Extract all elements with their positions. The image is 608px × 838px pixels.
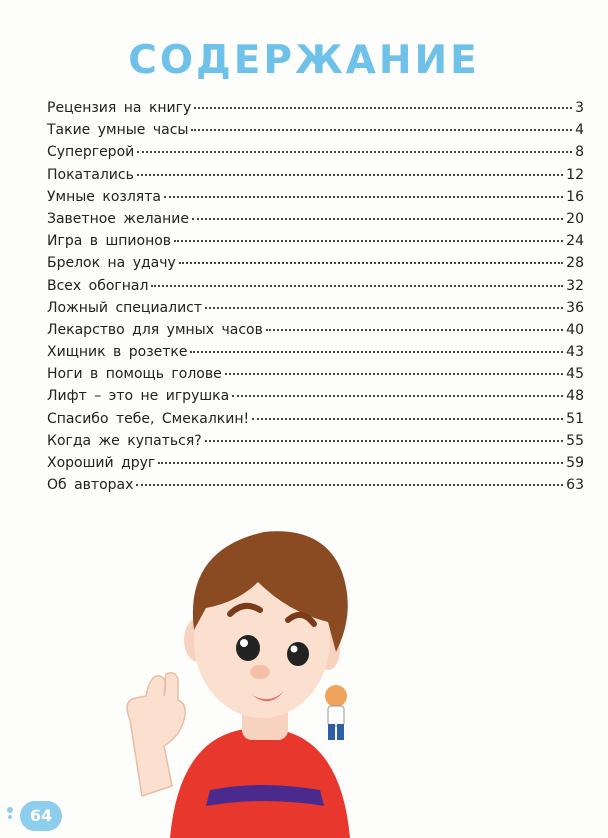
dot-leader: [158, 462, 563, 464]
dot-leader: [164, 196, 563, 198]
toc-entry: [47, 341, 584, 363]
dot-leader: [194, 107, 572, 109]
toc-entry-page: 20: [566, 210, 584, 227]
dot-leader: [179, 262, 563, 264]
toc-entry: [47, 275, 584, 297]
dot-leader: [174, 240, 563, 242]
toc-entry-title: Рецензия на книгу: [47, 100, 192, 116]
toc-entry-title: Такие умные часы: [47, 122, 189, 139]
toc-entry-title: Когда же купаться?: [47, 432, 202, 449]
toc-entry-page: 12: [566, 166, 584, 183]
page-title: СОДЕРЖАНИЕ: [128, 38, 480, 83]
toc-entry-page: 3: [575, 100, 584, 116]
toc-entry-page: 28: [566, 255, 584, 272]
toc-entry: [47, 119, 584, 141]
toc-entry-page: 16: [566, 188, 584, 205]
toc-entry-page: 48: [566, 388, 584, 405]
dot-leader: [151, 285, 563, 287]
toc-entry-page: 36: [566, 299, 584, 316]
dot-leader: [191, 129, 572, 131]
toc-entry-page: 59: [566, 455, 584, 471]
toc-entry-title: Супергерой: [47, 144, 135, 161]
toc-entry-title: Всех обогнал: [47, 277, 149, 294]
toc-entry-title: Спасибо тебе, Смекалкин!: [47, 410, 250, 427]
toc-entry: [47, 452, 584, 474]
toc-entry: [47, 230, 584, 252]
toc-entry: [47, 408, 584, 430]
toc-entry-page: 32: [566, 277, 584, 294]
toc-entry: [47, 97, 584, 119]
page-badge-decoration: [6, 805, 20, 824]
dot-leader: [252, 418, 563, 420]
toc-entry-title: Хищник в розетке: [47, 344, 188, 361]
dot-leader: [136, 484, 563, 486]
toc-entry-page: 40: [566, 321, 584, 338]
dot-leader: [137, 174, 563, 176]
toc-entry: [47, 363, 584, 385]
toc-entry-title: Заветное желание: [47, 210, 189, 227]
toc-entry: [47, 385, 584, 407]
toc-entry-page: 45: [566, 366, 584, 383]
toc-entry-title: Лифт – это не игрушка: [47, 388, 230, 405]
toc-entry-title: Покатались: [47, 166, 134, 183]
dot-leader: [205, 307, 563, 309]
page-number-badge: 64: [20, 801, 62, 831]
dot-leader: [266, 329, 563, 331]
toc-entry-title: Лекарство для умных часов: [47, 321, 263, 338]
toc-entry-title: Ложный специалист: [47, 299, 203, 316]
toc-entry: [47, 164, 584, 186]
toc-entry-title: Брелок на удачу: [47, 255, 176, 272]
toc-entry: [47, 297, 584, 319]
toc-entry-page: 24: [566, 233, 584, 250]
dot-leader: [232, 395, 563, 397]
toc-entry-page: 51: [566, 410, 584, 427]
dot-leader: [192, 218, 563, 220]
dot-leader: [190, 351, 563, 353]
toc-entry-page: 8: [575, 144, 584, 161]
toc-entry-title: Ноги в помощь голове: [47, 366, 222, 383]
toc-entry-page: 63: [566, 477, 584, 494]
toc-entry: [47, 252, 584, 274]
dot-leader: [205, 440, 563, 442]
dot-leader: [225, 373, 563, 375]
toc-entry: [47, 186, 584, 208]
dot-leader: [137, 151, 572, 153]
toc-entry-page: 43: [566, 344, 584, 361]
toc-entry-title: Игра в шпионов: [47, 233, 172, 250]
toc-entry-title: Хороший друг: [47, 455, 156, 471]
table-of-contents: [47, 97, 584, 496]
toc-entry: [47, 141, 584, 163]
toc-entry-page: 4: [575, 122, 584, 139]
toc-entry-page: 55: [566, 432, 584, 449]
cartoon-boy-illustration: [110, 520, 410, 838]
toc-entry-title: Об авторах: [47, 477, 134, 494]
toc-entry-title: Умные козлята: [47, 188, 161, 205]
toc-entry: [47, 319, 584, 341]
toc-entry: [47, 474, 584, 496]
toc-entry: [47, 430, 584, 452]
toc-entry: [47, 208, 584, 230]
